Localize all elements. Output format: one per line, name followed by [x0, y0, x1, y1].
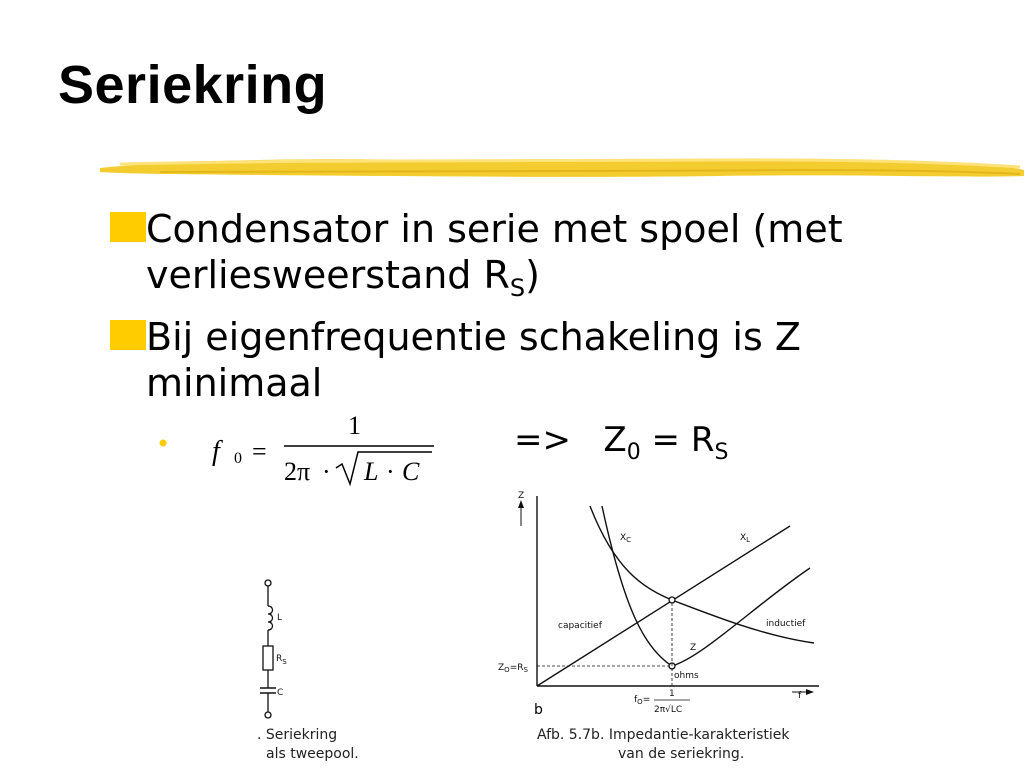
slide-title: Seriekring	[58, 55, 328, 115]
capacitief-label: capacitief	[558, 621, 602, 631]
z-curve-label: Z	[690, 643, 697, 653]
formula-eq: =	[252, 437, 267, 466]
f0-label: $f_O=$	[634, 695, 651, 706]
bullet-1	[110, 206, 990, 311]
bullet-2	[110, 314, 990, 406]
result-expression: => $Z_0 = R_S$	[514, 420, 729, 465]
label-Rs: $R_S$	[276, 654, 287, 666]
xl-label: $X_L$	[740, 533, 751, 544]
z-curve	[602, 506, 810, 666]
label-C: C	[277, 688, 284, 698]
f0-numerator: 1	[669, 689, 675, 699]
bullet-2-line2: minimaal	[146, 361, 323, 405]
right-caption-line2: van de seriekring.	[618, 746, 745, 762]
formula-dot-2: ·	[386, 457, 395, 486]
bullet-1-line1: Condensator in serie met spoel (met	[146, 207, 843, 251]
formula-2pi: 2π	[284, 457, 311, 486]
sub-bullet-dot-icon: •	[156, 430, 171, 458]
bullet-square-icon	[110, 212, 146, 242]
formula-C: C	[402, 457, 420, 486]
formula-numerator: 1	[348, 411, 361, 440]
bullet-1-line2: verliesweerstand $R_S$)	[146, 253, 540, 302]
xc-label: $X_C$	[620, 533, 632, 544]
bullet-square-icon	[110, 320, 146, 350]
left-caption-line2: als tweepool.	[266, 746, 359, 762]
formula-dot: ·	[322, 457, 331, 486]
bullet-2-line1: Bij eigenfrequentie schakeling is Z	[146, 315, 801, 359]
figure-b-label: b	[534, 702, 543, 718]
formula-f: f	[212, 436, 220, 467]
series-circuit-diagram	[250, 576, 320, 726]
formula-f-sub: 0	[234, 450, 242, 467]
axis-f-label: f	[798, 691, 802, 701]
impedance-characteristic-graph	[494, 488, 834, 723]
ohms-label: ohms	[674, 671, 699, 681]
axis-z-label: Z	[518, 491, 525, 501]
left-caption-line1: . Seriekring	[257, 727, 338, 743]
highlighter-underline	[100, 148, 1024, 184]
f0-denominator: 2π√LC	[654, 705, 683, 715]
resonance-formula	[200, 400, 450, 495]
formula-L: L	[364, 457, 379, 486]
inductief-label: inductief	[766, 619, 806, 629]
label-L: L	[277, 613, 283, 623]
right-caption-line1: Afb. 5.7b. Impedantie-karakteristiek	[537, 727, 790, 743]
xl-line	[537, 526, 790, 686]
z0-label: $Z_O=R_S$	[498, 663, 528, 674]
